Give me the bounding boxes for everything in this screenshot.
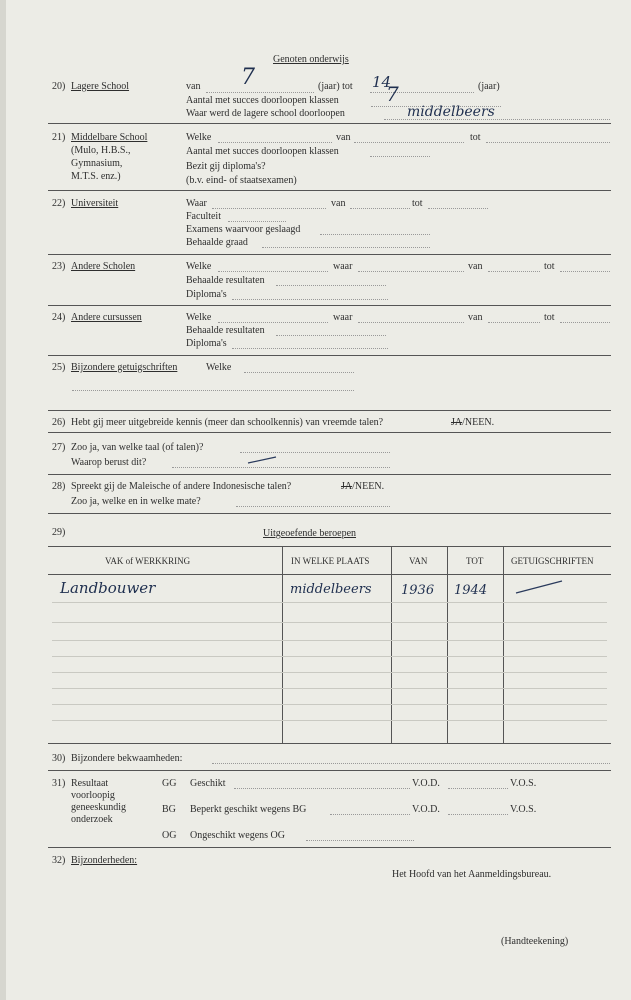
s28-number: 28) (52, 481, 66, 492)
s21-example: (b.v. eind- of staatsexamen) (186, 175, 297, 186)
s23-number: 23) (52, 261, 66, 272)
line (218, 142, 332, 143)
col-header-vak: VAK of WERKKRING (105, 556, 191, 566)
s21-sub1: (Mulo, H.B.S., (71, 145, 131, 156)
s31-bg-code: BG (162, 804, 176, 815)
s21-label: Middelbare School (71, 132, 148, 143)
s21-sub3: M.T.S. enz.) (71, 171, 121, 182)
line (354, 142, 464, 143)
table-top (48, 546, 611, 547)
page-edge (0, 0, 6, 1000)
s20-hw-waar: middelbeers (407, 104, 495, 120)
divider (48, 190, 611, 191)
divider (48, 355, 611, 356)
s22-examens: Examens waarvoor geslaagd (186, 224, 301, 235)
line (486, 142, 610, 143)
s27-handwritten-dash (246, 454, 280, 466)
line (358, 322, 464, 323)
s28-line1: Spreekt gij de Maleische of andere Indonesische talen? (71, 481, 292, 492)
row1-getuigschriften-dash (514, 578, 566, 596)
s22-label: Universiteit (71, 198, 119, 209)
s31-og-code: OG (162, 830, 177, 841)
s28-neen: NEEN. (354, 481, 385, 492)
s21-van: van (336, 132, 351, 143)
line (212, 763, 610, 764)
s31-gg-text: Geschikt (190, 778, 226, 789)
s26-neen: NEEN. (464, 417, 495, 428)
s24-tot: tot (544, 312, 555, 323)
line (560, 271, 610, 272)
row1-tot: 1944 (454, 583, 488, 598)
s31-bg-vod: V.O.D. (412, 804, 440, 815)
s20-number: 20) (52, 81, 66, 92)
s23-tot: tot (544, 261, 555, 272)
signer-title: Het Hoofd van het Aanmeldingsbureau. (392, 869, 552, 880)
row-line (52, 720, 607, 721)
s24-van: van (468, 312, 483, 323)
s20-waar: Waar werd de lagere school doorloopen (186, 108, 345, 119)
line (488, 271, 540, 272)
s24-welke: Welke (186, 312, 212, 323)
line (244, 372, 354, 373)
s31-label1: Resultaat (71, 778, 109, 789)
line (234, 788, 410, 789)
divider (48, 254, 611, 255)
line (448, 814, 508, 815)
s23-label: Andere Scholen (71, 261, 136, 272)
divider (48, 513, 611, 514)
row1-van: 1936 (401, 583, 435, 598)
s31-gg-code: GG (162, 778, 177, 789)
line (428, 208, 488, 209)
s21-tot: tot (470, 132, 481, 143)
col-divider (447, 546, 448, 743)
s24-resultaten: Behaalde resultaten (186, 325, 265, 336)
s22-number: 22) (52, 198, 66, 209)
s31-number: 31) (52, 778, 66, 789)
s24-diplomas: Diploma's (186, 338, 227, 349)
s21-welke: Welke (186, 132, 212, 143)
line (232, 348, 388, 349)
s21-number: 21) (52, 132, 66, 143)
s22-van: van (331, 198, 346, 209)
s20-van: van (186, 81, 201, 92)
line (358, 271, 464, 272)
s20-jaar: (jaar) (478, 81, 500, 92)
s23-van: van (468, 261, 483, 272)
line (172, 467, 390, 468)
row1-plaats: middelbeers (290, 582, 372, 597)
divider (48, 305, 611, 306)
s20-klassen: Aantal met succes doorloopen klassen (186, 95, 339, 106)
s25-number: 25) (52, 362, 66, 373)
row-line (52, 688, 607, 689)
col-header-van: VAN (409, 556, 428, 566)
divider (48, 410, 611, 411)
line (228, 221, 286, 222)
line (276, 285, 386, 286)
row1-vak: Landbouwer (60, 579, 156, 597)
s30-number: 30) (52, 753, 66, 764)
section-title: Genoten onderwijs (273, 54, 349, 65)
s26-number: 26) (52, 417, 66, 428)
divider (48, 770, 611, 771)
s22-waar: Waar (186, 198, 207, 209)
s22-faculteit: Faculteit (186, 211, 221, 222)
row-line (52, 704, 607, 705)
s27-line2: Waarop berust dit? (71, 457, 147, 468)
s31-label3: geneeskundig (71, 802, 126, 813)
s31-gg-vod: V.O.D. (412, 778, 440, 789)
s24-label: Andere cursussen (71, 312, 142, 323)
s23-resultaten: Behaalde resultaten (186, 275, 265, 286)
divider (48, 123, 611, 124)
s20-van-line (206, 92, 314, 93)
s29-number: 29) (52, 527, 66, 538)
line (240, 452, 390, 453)
s25-label: Bijzondere getuigschriften (71, 362, 178, 373)
s26-question: Hebt gij meer uitgebreide kennis (meer dan schoolkennis) van vreemde talen? (71, 417, 384, 428)
line (330, 814, 410, 815)
line (560, 322, 610, 323)
s21-klassen: Aantal met succes doorloopen klassen (186, 146, 339, 157)
row-line (52, 602, 607, 603)
s28-ja: JA (341, 481, 353, 492)
s20-label: Lagere School (71, 81, 130, 92)
col-header-tot: TOT (466, 556, 484, 566)
line (232, 299, 388, 300)
s21-sub2: Gymnasium, (71, 158, 123, 169)
divider (48, 432, 611, 433)
s24-waar: waar (333, 312, 353, 323)
line (262, 247, 430, 248)
s28-line2: Zoo ja, welke en in welke mate? (71, 496, 201, 507)
line (448, 788, 508, 789)
line (212, 208, 326, 209)
row-line (52, 622, 607, 623)
s22-graad: Behaalde graad (186, 237, 248, 248)
line (370, 156, 430, 157)
s26-ja: JA (451, 417, 463, 428)
s31-gg-vos: V.O.S. (510, 778, 537, 789)
line (320, 234, 430, 235)
s23-waar: waar (333, 261, 353, 272)
s31-bg-vos: V.O.S. (510, 804, 537, 815)
s28-answer (341, 481, 384, 493)
col-divider (391, 546, 392, 743)
s27-number: 27) (52, 442, 66, 453)
s20-hw-tot: 14 (372, 73, 392, 91)
s30-label: Bijzondere bekwaamheden: (71, 753, 183, 764)
divider (48, 474, 611, 475)
line (488, 322, 540, 323)
line (236, 506, 390, 507)
s25-welke: Welke (206, 362, 232, 373)
divider (48, 847, 611, 848)
s31-label2: voorloopig (71, 790, 115, 801)
s31-bg-text: Beperkt geschikt wegens BG (190, 804, 307, 815)
row-line (52, 672, 607, 673)
s23-welke: Welke (186, 261, 212, 272)
line (218, 322, 328, 323)
s27-line1: Zoo ja, van welke taal (of talen)? (71, 442, 204, 453)
row-line (52, 656, 607, 657)
row-line (52, 640, 607, 641)
s29-title: Uitgeoefende beroepen (263, 528, 357, 539)
line (72, 390, 354, 391)
s24-number: 24) (52, 312, 66, 323)
col-header-getuigschriften: GETUIGSCHRIFTEN (511, 556, 594, 566)
s20-jaar-tot: (jaar) tot (318, 81, 353, 92)
s32-label: Bijzonderheden: (71, 855, 138, 866)
line (218, 271, 328, 272)
signature-note: (Handteekening) (501, 936, 569, 947)
table-bottom (48, 743, 611, 744)
line (306, 840, 414, 841)
s22-tot: tot (412, 198, 423, 209)
s26-answer (451, 417, 494, 429)
s28-slash: / (352, 481, 355, 492)
s20-hw-klassen: 7 (386, 82, 399, 106)
col-divider (282, 546, 283, 743)
s31-og-text: Ongeschikt wegens OG (190, 830, 285, 841)
line (276, 335, 386, 336)
s20-hw-van: 7 (241, 65, 255, 90)
s31-label4: onderzoek (71, 814, 113, 825)
table-header-bottom (48, 574, 611, 575)
s32-number: 32) (52, 855, 66, 866)
s21-diploma: Bezit gij diploma's? (186, 161, 266, 172)
s23-diplomas: Diploma's (186, 289, 227, 300)
col-divider (503, 546, 504, 743)
col-header-plaats: IN WELKE PLAATS (291, 556, 370, 566)
line (350, 208, 410, 209)
s26-slash: / (462, 417, 465, 428)
